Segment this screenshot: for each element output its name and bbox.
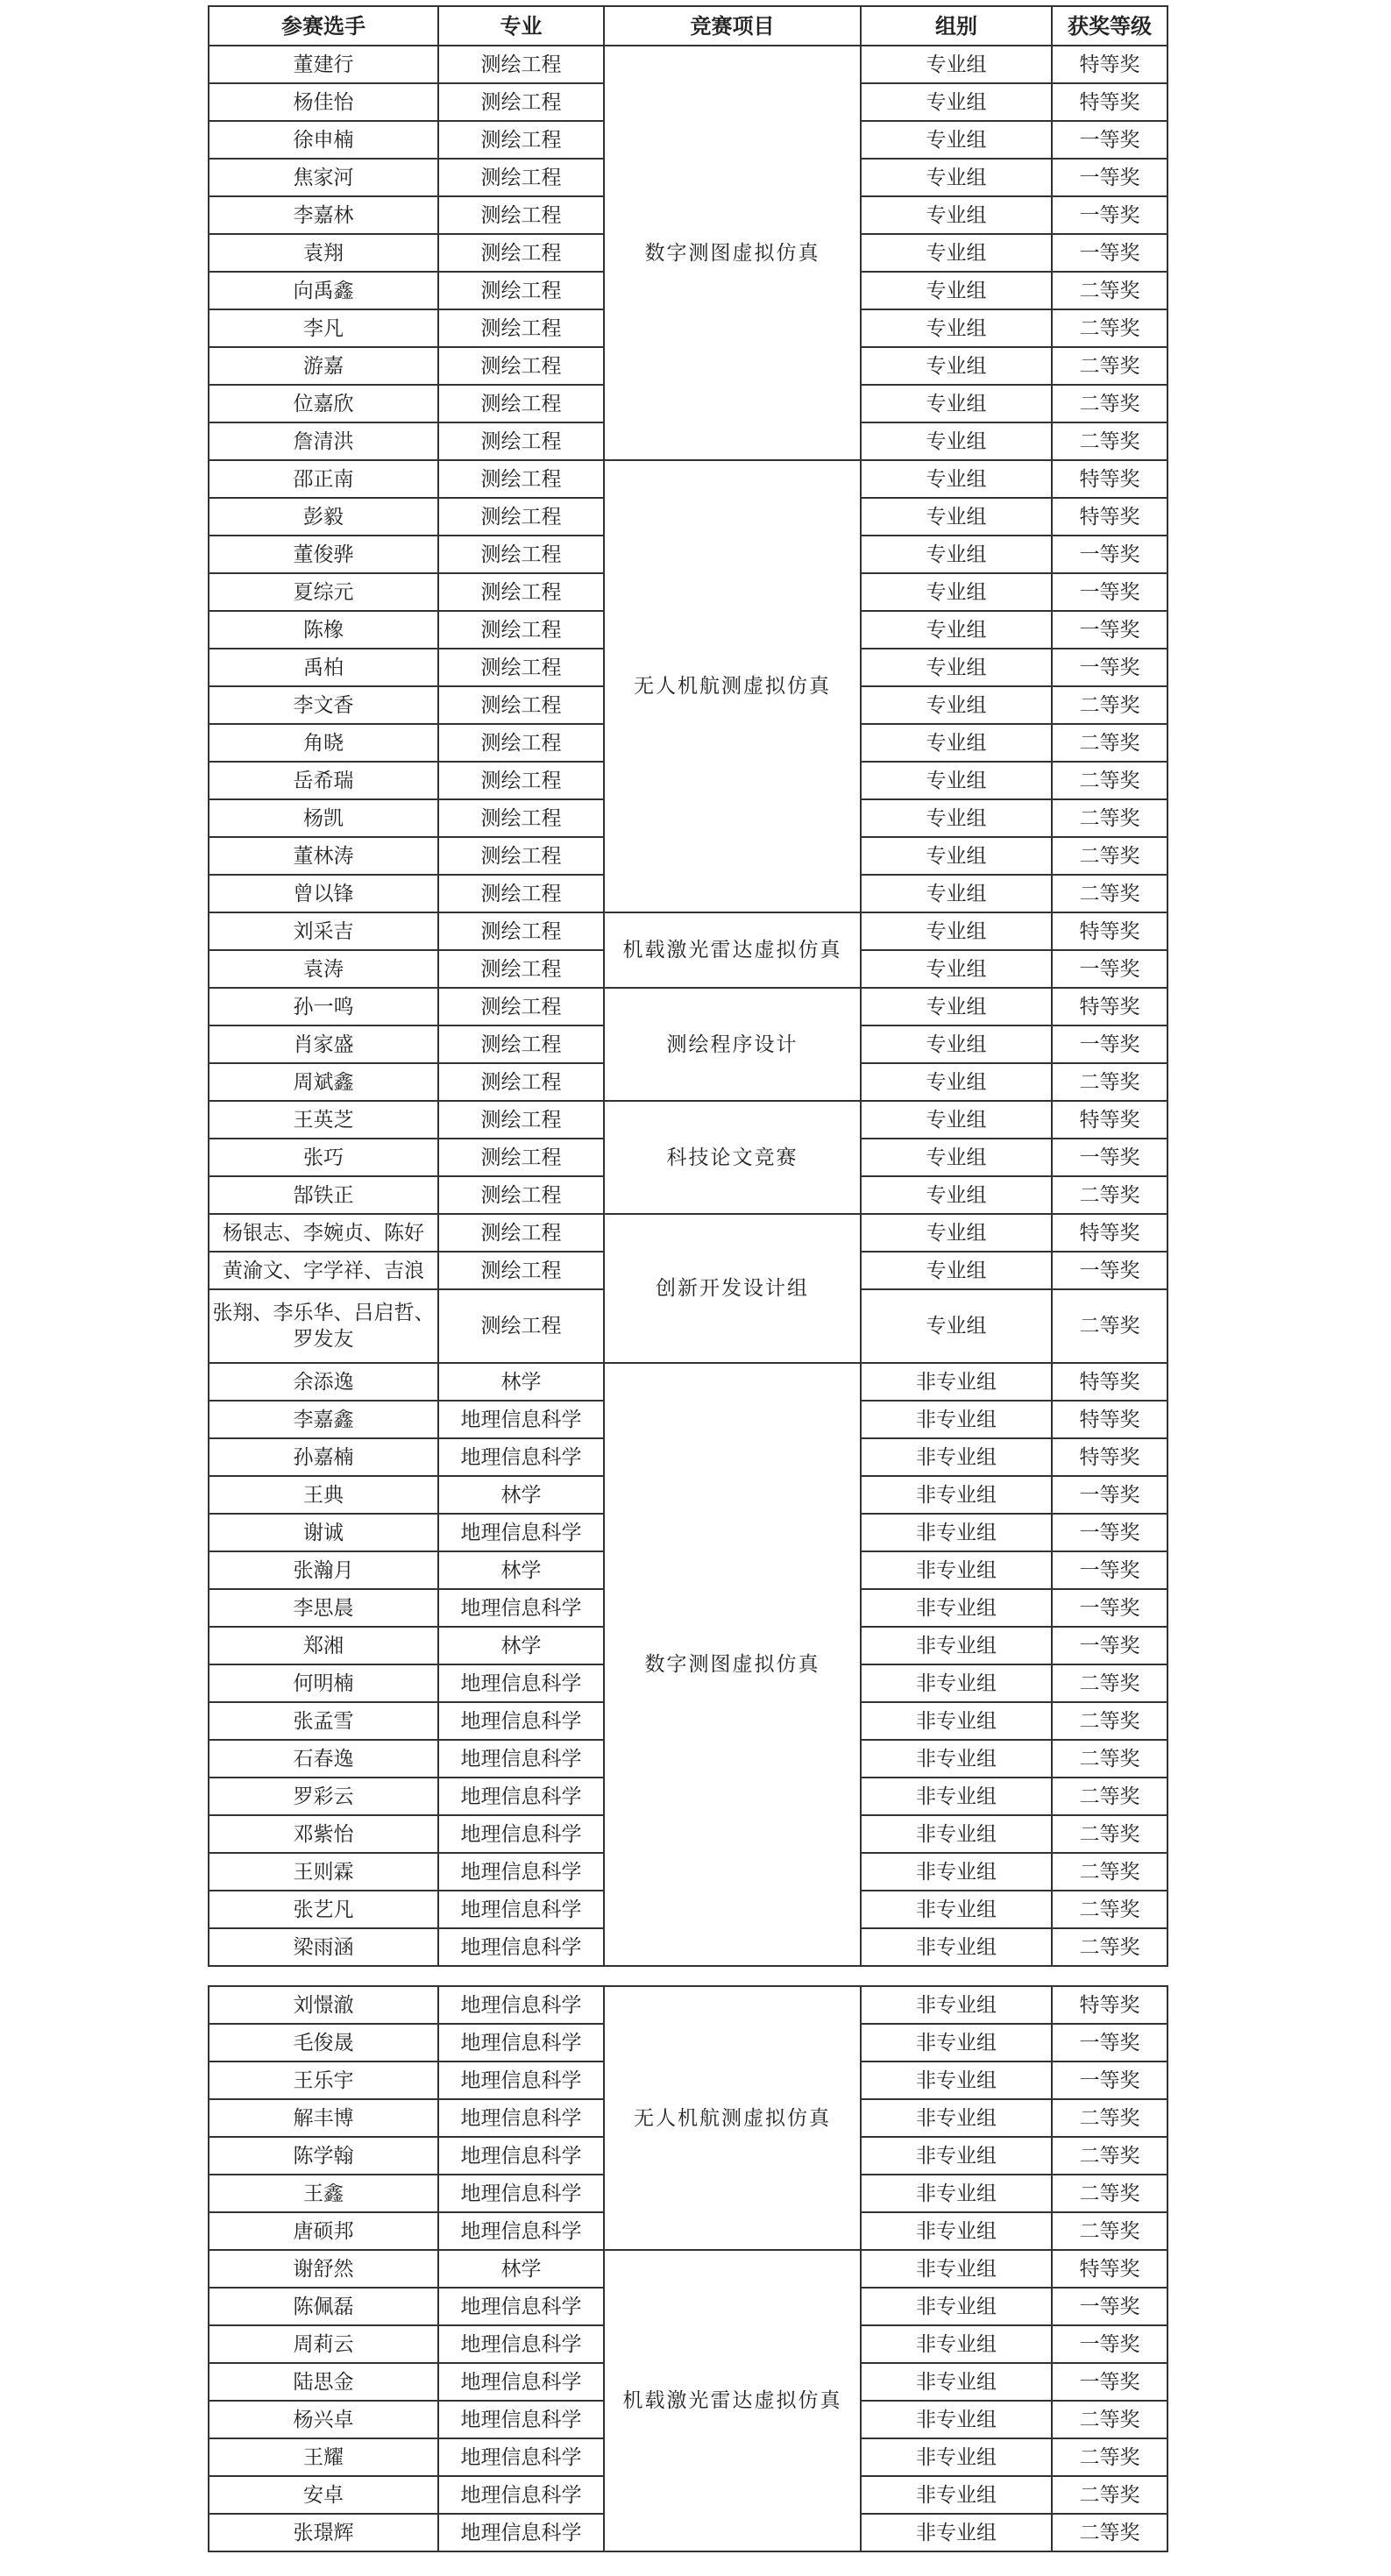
group-cell: 非专业组: [861, 1778, 1052, 1815]
participant-cell: 郑湘: [209, 1627, 438, 1664]
major-cell: 测绘工程: [438, 686, 604, 724]
major-cell: 测绘工程: [438, 1176, 604, 1214]
group-cell: 专业组: [861, 1063, 1052, 1101]
group-cell: 专业组: [861, 385, 1052, 422]
award-cell: 二等奖: [1052, 2212, 1167, 2250]
competition-cell: 无人机航测虚拟仿真: [604, 460, 861, 912]
award-cell: 特等奖: [1052, 83, 1167, 121]
major-cell: 地理信息科学: [438, 2401, 604, 2438]
competition-cell: 创新开发设计组: [604, 1214, 861, 1363]
group-cell: 专业组: [861, 573, 1052, 611]
award-cell: 二等奖: [1052, 762, 1167, 799]
major-cell: 地理信息科学: [438, 1702, 604, 1740]
participant-cell: 李嘉林: [209, 196, 438, 234]
participant-cell: 何明楠: [209, 1664, 438, 1702]
participant-cell: 黄渝文、字学祥、吉浪: [209, 1252, 438, 1289]
group-cell: 专业组: [861, 799, 1052, 837]
award-cell: 一等奖: [1052, 2288, 1167, 2325]
group-cell: 专业组: [861, 1025, 1052, 1063]
group-cell: 非专业组: [861, 1363, 1052, 1401]
major-cell: 林学: [438, 1363, 604, 1401]
major-cell: 测绘工程: [438, 573, 604, 611]
major-cell: 测绘工程: [438, 196, 604, 234]
award-cell: 一等奖: [1052, 2325, 1167, 2363]
major-cell: 测绘工程: [438, 536, 604, 573]
participant-cell: 杨凯: [209, 799, 438, 837]
participant-cell: 孙一鸣: [209, 988, 438, 1025]
participant-cell: 周斌鑫: [209, 1063, 438, 1101]
award-cell: 一等奖: [1052, 2024, 1167, 2062]
major-cell: 地理信息科学: [438, 2212, 604, 2250]
group-cell: 非专业组: [861, 1740, 1052, 1778]
group-cell: 专业组: [861, 536, 1052, 573]
group-cell: 非专业组: [861, 2476, 1052, 2514]
major-cell: 林学: [438, 1627, 604, 1664]
table-row: [209, 1986, 1167, 2024]
group-cell: 非专业组: [861, 2325, 1052, 2363]
major-cell: 测绘工程: [438, 422, 604, 460]
participant-cell: 罗彩云: [209, 1778, 438, 1815]
major-cell: 地理信息科学: [438, 1986, 604, 2024]
competition-cell: 科技论文竞赛: [604, 1101, 861, 1214]
header-award: 获奖等级: [1052, 6, 1167, 46]
award-cell: 二等奖: [1052, 1289, 1167, 1363]
competition-cell: 测绘程序设计: [604, 988, 861, 1101]
group-cell: 非专业组: [861, 2401, 1052, 2438]
group-cell: 专业组: [861, 83, 1052, 121]
participant-cell: 角晓: [209, 724, 438, 762]
group-cell: 专业组: [861, 649, 1052, 686]
major-cell: 地理信息科学: [438, 2514, 604, 2551]
group-cell: 非专业组: [861, 2212, 1052, 2250]
table-row: [209, 1101, 1167, 1139]
header-major: 专业: [438, 6, 604, 46]
participant-cell: 王乐宇: [209, 2062, 438, 2099]
table-row: [209, 912, 1167, 950]
major-cell: 测绘工程: [438, 385, 604, 422]
group-cell: 专业组: [861, 234, 1052, 272]
award-cell: 一等奖: [1052, 536, 1167, 573]
participant-cell: 张艺凡: [209, 1891, 438, 1928]
award-cell: 一等奖: [1052, 234, 1167, 272]
major-cell: 地理信息科学: [438, 1438, 604, 1476]
award-cell: 二等奖: [1052, 1891, 1167, 1928]
group-cell: 非专业组: [861, 1928, 1052, 1966]
participant-cell: 孙嘉楠: [209, 1438, 438, 1476]
award-cell: 二等奖: [1052, 1815, 1167, 1853]
participant-cell: 梁雨涵: [209, 1928, 438, 1966]
major-cell: 测绘工程: [438, 46, 604, 83]
group-cell: 专业组: [861, 422, 1052, 460]
award-cell: 一等奖: [1052, 196, 1167, 234]
participant-cell: 张巧: [209, 1139, 438, 1176]
group-cell: 专业组: [861, 309, 1052, 347]
participant-cell: 位嘉欣: [209, 385, 438, 422]
major-cell: 测绘工程: [438, 498, 604, 536]
participant-cell: 禹柏: [209, 649, 438, 686]
major-cell: 地理信息科学: [438, 2476, 604, 2514]
group-cell: 专业组: [861, 724, 1052, 762]
header-group: 组别: [861, 6, 1052, 46]
participant-cell: 曾以锋: [209, 875, 438, 912]
group-cell: 专业组: [861, 686, 1052, 724]
award-cell: 特等奖: [1052, 2250, 1167, 2288]
group-cell: 专业组: [861, 837, 1052, 875]
participant-cell: 王鑫: [209, 2175, 438, 2212]
award-cell: 一等奖: [1052, 1589, 1167, 1627]
group-cell: 非专业组: [861, 2024, 1052, 2062]
group-cell: 专业组: [861, 347, 1052, 385]
participant-cell: 董建行: [209, 46, 438, 83]
major-cell: 测绘工程: [438, 724, 604, 762]
award-cell: 一等奖: [1052, 649, 1167, 686]
table-row: [209, 1363, 1167, 1401]
award-cell: 二等奖: [1052, 1778, 1167, 1815]
major-cell: 测绘工程: [438, 272, 604, 309]
major-cell: 测绘工程: [438, 1025, 604, 1063]
competition-cell: 机载激光雷达虚拟仿真: [604, 912, 861, 988]
group-cell: 非专业组: [861, 1702, 1052, 1740]
group-cell: 非专业组: [861, 1401, 1052, 1438]
major-cell: 测绘工程: [438, 799, 604, 837]
major-cell: 测绘工程: [438, 159, 604, 196]
award-cell: 特等奖: [1052, 988, 1167, 1025]
major-cell: 测绘工程: [438, 762, 604, 799]
participant-cell: 邓紫怡: [209, 1815, 438, 1853]
major-cell: 测绘工程: [438, 121, 604, 159]
award-cell: 二等奖: [1052, 385, 1167, 422]
major-cell: 地理信息科学: [438, 2438, 604, 2476]
participant-cell: 董林涛: [209, 837, 438, 875]
award-cell: 二等奖: [1052, 2175, 1167, 2212]
participant-cell: 陆思金: [209, 2363, 438, 2401]
major-cell: 测绘工程: [438, 347, 604, 385]
award-cell: 二等奖: [1052, 272, 1167, 309]
major-cell: 测绘工程: [438, 950, 604, 988]
major-cell: 地理信息科学: [438, 2325, 604, 2363]
award-cell: 一等奖: [1052, 1476, 1167, 1514]
award-cell: 二等奖: [1052, 2514, 1167, 2551]
group-cell: 非专业组: [861, 2250, 1052, 2288]
major-cell: 地理信息科学: [438, 2099, 604, 2137]
major-cell: 地理信息科学: [438, 2062, 604, 2099]
table-row: [209, 988, 1167, 1025]
participant-cell: 徐申楠: [209, 121, 438, 159]
award-cell: 二等奖: [1052, 686, 1167, 724]
major-cell: 测绘工程: [438, 1139, 604, 1176]
major-cell: 地理信息科学: [438, 1891, 604, 1928]
major-cell: 地理信息科学: [438, 2363, 604, 2401]
header-participant: 参赛选手: [209, 6, 438, 46]
group-cell: 专业组: [861, 950, 1052, 988]
major-cell: 测绘工程: [438, 875, 604, 912]
results-table-1: [208, 5, 1168, 1967]
major-cell: 地理信息科学: [438, 2288, 604, 2325]
major-cell: 地理信息科学: [438, 1514, 604, 1551]
participant-cell: 余添逸: [209, 1363, 438, 1401]
award-cell: 二等奖: [1052, 422, 1167, 460]
award-cell: 二等奖: [1052, 1740, 1167, 1778]
group-cell: 非专业组: [861, 2099, 1052, 2137]
table-body: [209, 46, 1167, 1966]
participant-cell: 杨佳怡: [209, 83, 438, 121]
award-cell: 二等奖: [1052, 2401, 1167, 2438]
award-cell: 特等奖: [1052, 460, 1167, 498]
award-cell: 一等奖: [1052, 2062, 1167, 2099]
participant-cell: 杨兴卓: [209, 2401, 438, 2438]
award-cell: 一等奖: [1052, 2363, 1167, 2401]
award-cell: 二等奖: [1052, 1176, 1167, 1214]
competition-cell: 数字测图虚拟仿真: [604, 1363, 861, 1966]
award-cell: 特等奖: [1052, 1438, 1167, 1476]
table-row: [209, 46, 1167, 83]
major-cell: 地理信息科学: [438, 1664, 604, 1702]
major-cell: 测绘工程: [438, 649, 604, 686]
major-cell: 地理信息科学: [438, 1853, 604, 1891]
major-cell: 地理信息科学: [438, 1589, 604, 1627]
participant-cell: 谢诚: [209, 1514, 438, 1551]
award-cell: 二等奖: [1052, 875, 1167, 912]
group-cell: 非专业组: [861, 2438, 1052, 2476]
award-cell: 特等奖: [1052, 1363, 1167, 1401]
participant-cell: 陈学翰: [209, 2137, 438, 2175]
group-cell: 非专业组: [861, 2137, 1052, 2175]
participant-cell: 解丰博: [209, 2099, 438, 2137]
participant-cell: 李凡: [209, 309, 438, 347]
award-cell: 二等奖: [1052, 1853, 1167, 1891]
award-cell: 一等奖: [1052, 573, 1167, 611]
award-cell: 一等奖: [1052, 121, 1167, 159]
major-cell: 测绘工程: [438, 837, 604, 875]
participant-cell: 王则霖: [209, 1853, 438, 1891]
major-cell: 测绘工程: [438, 1252, 604, 1289]
award-cell: 特等奖: [1052, 498, 1167, 536]
participant-cell: 邵正南: [209, 460, 438, 498]
table-row: [209, 2250, 1167, 2288]
participant-cell: 张孟雪: [209, 1702, 438, 1740]
group-cell: 非专业组: [861, 1514, 1052, 1551]
group-cell: 非专业组: [861, 2175, 1052, 2212]
participant-cell: 肖家盛: [209, 1025, 438, 1063]
major-cell: 林学: [438, 1551, 604, 1589]
award-cell: 特等奖: [1052, 1214, 1167, 1252]
award-cell: 二等奖: [1052, 724, 1167, 762]
group-cell: 非专业组: [861, 1589, 1052, 1627]
award-cell: 二等奖: [1052, 1928, 1167, 1966]
award-cell: 特等奖: [1052, 912, 1167, 950]
group-cell: 专业组: [861, 1214, 1052, 1252]
table-row: [209, 1214, 1167, 1252]
participant-cell: 袁翔: [209, 234, 438, 272]
group-cell: 专业组: [861, 196, 1052, 234]
participant-cell: 彭毅: [209, 498, 438, 536]
major-cell: 地理信息科学: [438, 2175, 604, 2212]
participant-cell: 唐硕邦: [209, 2212, 438, 2250]
results-table-2: [208, 1985, 1168, 2552]
participant-cell: 夏综元: [209, 573, 438, 611]
group-cell: 非专业组: [861, 1891, 1052, 1928]
participant-cell: 岳希瑞: [209, 762, 438, 799]
participant-cell: 游嘉: [209, 347, 438, 385]
award-cell: 一等奖: [1052, 159, 1167, 196]
participant-cell: 陈橡: [209, 611, 438, 649]
participant-cell: 周莉云: [209, 2325, 438, 2363]
participant-cell: 陈佩磊: [209, 2288, 438, 2325]
major-cell: 测绘工程: [438, 309, 604, 347]
group-cell: 非专业组: [861, 1664, 1052, 1702]
group-cell: 非专业组: [861, 1627, 1052, 1664]
major-cell: 测绘工程: [438, 1214, 604, 1252]
group-cell: 专业组: [861, 1101, 1052, 1139]
award-cell: 二等奖: [1052, 309, 1167, 347]
award-cell: 二等奖: [1052, 837, 1167, 875]
group-cell: 非专业组: [861, 2062, 1052, 2099]
group-cell: 非专业组: [861, 1551, 1052, 1589]
award-cell: 二等奖: [1052, 2438, 1167, 2476]
group-cell: 专业组: [861, 498, 1052, 536]
participant-cell: 王耀: [209, 2438, 438, 2476]
major-cell: 地理信息科学: [438, 2024, 604, 2062]
table-row: [209, 460, 1167, 498]
award-cell: 特等奖: [1052, 46, 1167, 83]
competition-cell: 数字测图虚拟仿真: [604, 46, 861, 460]
award-cell: 一等奖: [1052, 950, 1167, 988]
major-cell: 地理信息科学: [438, 1928, 604, 1966]
participant-cell: 刘采吉: [209, 912, 438, 950]
participant-cell: 谢舒然: [209, 2250, 438, 2288]
group-cell: 专业组: [861, 121, 1052, 159]
group-cell: 非专业组: [861, 2363, 1052, 2401]
group-cell: 专业组: [861, 1252, 1052, 1289]
award-cell: 二等奖: [1052, 2476, 1167, 2514]
participant-cell: 董俊骅: [209, 536, 438, 573]
participant-cell: 杨银志、李婉贞、陈好: [209, 1214, 438, 1252]
award-cell: 一等奖: [1052, 1551, 1167, 1589]
group-cell: 专业组: [861, 1289, 1052, 1363]
participant-cell: 向禹鑫: [209, 272, 438, 309]
group-cell: 非专业组: [861, 1853, 1052, 1891]
group-cell: 专业组: [861, 762, 1052, 799]
major-cell: 测绘工程: [438, 83, 604, 121]
participant-cell: 李思晨: [209, 1589, 438, 1627]
award-cell: 二等奖: [1052, 799, 1167, 837]
competition-cell: 无人机航测虚拟仿真: [604, 1986, 861, 2250]
major-cell: 地理信息科学: [438, 1740, 604, 1778]
group-cell: 非专业组: [861, 1438, 1052, 1476]
award-cell: 一等奖: [1052, 1025, 1167, 1063]
major-cell: 地理信息科学: [438, 1401, 604, 1438]
award-cell: 二等奖: [1052, 1063, 1167, 1101]
major-cell: 地理信息科学: [438, 1778, 604, 1815]
participant-cell: 李文香: [209, 686, 438, 724]
group-cell: 专业组: [861, 611, 1052, 649]
table-header-row: [209, 6, 1167, 46]
participant-cell: 袁涛: [209, 950, 438, 988]
group-cell: 非专业组: [861, 1986, 1052, 2024]
group-cell: 非专业组: [861, 2514, 1052, 2551]
participant-cell: 郜铁正: [209, 1176, 438, 1214]
major-cell: 测绘工程: [438, 1063, 604, 1101]
group-cell: 非专业组: [861, 1815, 1052, 1853]
award-cell: 二等奖: [1052, 347, 1167, 385]
participant-cell: 李嘉鑫: [209, 1401, 438, 1438]
award-cell: 一等奖: [1052, 1514, 1167, 1551]
major-cell: 测绘工程: [438, 611, 604, 649]
major-cell: 测绘工程: [438, 1289, 604, 1363]
major-cell: 测绘工程: [438, 460, 604, 498]
participant-cell: 石春逸: [209, 1740, 438, 1778]
group-cell: 专业组: [861, 988, 1052, 1025]
award-cell: 特等奖: [1052, 1401, 1167, 1438]
group-cell: 专业组: [861, 875, 1052, 912]
group-cell: 专业组: [861, 460, 1052, 498]
participant-cell: 张璟辉: [209, 2514, 438, 2551]
award-cell: 一等奖: [1052, 1252, 1167, 1289]
competition-cell: 机载激光雷达虚拟仿真: [604, 2250, 861, 2551]
major-cell: 林学: [438, 2250, 604, 2288]
major-cell: 测绘工程: [438, 912, 604, 950]
group-cell: 非专业组: [861, 1476, 1052, 1514]
group-cell: 专业组: [861, 159, 1052, 196]
group-cell: 专业组: [861, 1139, 1052, 1176]
major-cell: 测绘工程: [438, 988, 604, 1025]
group-cell: 专业组: [861, 46, 1052, 83]
award-cell: 二等奖: [1052, 1702, 1167, 1740]
award-cell: 二等奖: [1052, 2099, 1167, 2137]
participant-cell: 张翔、李乐华、吕启哲、罗发友: [209, 1289, 438, 1363]
major-cell: 测绘工程: [438, 234, 604, 272]
group-cell: 专业组: [861, 912, 1052, 950]
award-cell: 一等奖: [1052, 1139, 1167, 1176]
header-competition: 竞赛项目: [604, 6, 861, 46]
group-cell: 非专业组: [861, 2288, 1052, 2325]
major-cell: 林学: [438, 1476, 604, 1514]
participant-cell: 刘憬澈: [209, 1986, 438, 2024]
participant-cell: 詹清洪: [209, 422, 438, 460]
award-cell: 一等奖: [1052, 1627, 1167, 1664]
award-cell: 特等奖: [1052, 1986, 1167, 2024]
major-cell: 测绘工程: [438, 1101, 604, 1139]
participant-cell: 王典: [209, 1476, 438, 1514]
award-cell: 二等奖: [1052, 2137, 1167, 2175]
group-cell: 专业组: [861, 272, 1052, 309]
award-cell: 二等奖: [1052, 1664, 1167, 1702]
participant-cell: 张瀚月: [209, 1551, 438, 1589]
participant-cell: 焦家河: [209, 159, 438, 196]
major-cell: 地理信息科学: [438, 2137, 604, 2175]
award-cell: 特等奖: [1052, 1101, 1167, 1139]
major-cell: 地理信息科学: [438, 1815, 604, 1853]
group-cell: 专业组: [861, 1176, 1052, 1214]
participant-cell: 毛俊晟: [209, 2024, 438, 2062]
table-body: [209, 1986, 1167, 2551]
participant-cell: 王英芝: [209, 1101, 438, 1139]
award-cell: 一等奖: [1052, 611, 1167, 649]
participant-cell: 安卓: [209, 2476, 438, 2514]
